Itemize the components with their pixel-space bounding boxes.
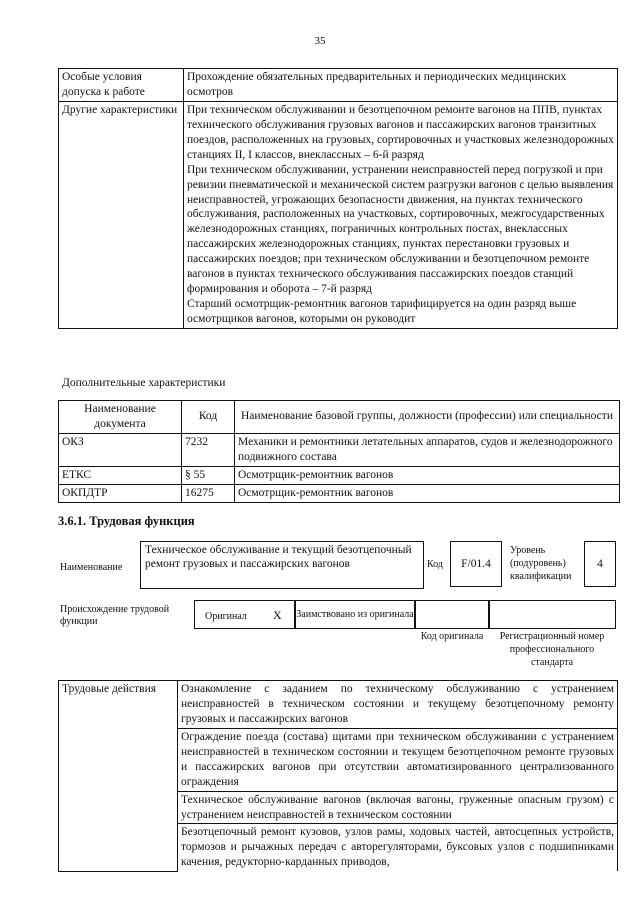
labor-action: Ознакомление с заданием по техническому обслуживанию с устранением неисправностей в техническом состоянии и текущему безотцепочному ремонту грузовых и пассажирских вагонов	[178, 681, 618, 729]
header-cell: Наименование документа	[59, 401, 182, 434]
header-cell: Наименование базовой группы, должности (профессии) или специальности	[235, 401, 620, 434]
level-label: Уровень (подуровень) квалификации	[510, 545, 572, 582]
original-mark: X	[273, 608, 282, 622]
table-row	[59, 69, 618, 102]
level-value: 4	[584, 541, 616, 587]
row-text: При техническом обслуживании, устранении неисправностей перед погрузкой и при ревизии пневматической и механической систем разгрузки вагонов с целью выявления неисправностей, угрожающих безопасности движения, на пунктах технического обслуживания, расположенных на участковых, сортировочных, межгосударственных железнодорожных станциях, пограничных контрольных постах, внеклассных пассажирских железнодорожных станциях, пунктах перестановки грузовых и пассажирских поездов; при техническом обслуживании и безотцепочном ремонте вагонов в пунктах технического обслуживания пассажирских поездов станций формирования и оборота – 7-й разряд	[187, 163, 614, 296]
additional-table	[58, 400, 620, 503]
code-value: F/01.4	[450, 541, 502, 587]
header-cell: Код	[182, 401, 235, 434]
labor-action: Техническое обслуживание вагонов (включая вагоны, груженные опасным грузом) с устранением неисправностей в техническом состоянии	[178, 791, 618, 824]
table-row	[59, 466, 620, 484]
function-name: Техническое обслуживание и текущий безотцепочный ремонт грузовых и пассажирских вагонов	[140, 541, 424, 589]
page-number: 35	[314, 35, 326, 47]
code-label: Код	[427, 559, 443, 570]
origin-label: Происхождение трудовой функции	[60, 604, 170, 627]
row-text: Прохождение обязательных предварительных и периодических медицинских осмотров	[187, 71, 567, 98]
table-header-row	[59, 401, 620, 434]
row-text: Старший осмотрщик-ремонтник вагонов тарифицируется на один разряд выше осмотрщиков вагонов, которыми он руководит	[187, 298, 577, 325]
cell: ОКПДТР	[59, 484, 182, 502]
row-value	[184, 69, 618, 102]
cell: ОКЗ	[59, 433, 182, 466]
row-label: Особые условия допуска к работе	[59, 69, 184, 102]
additional-title: Дополнительные характеристики	[62, 377, 226, 389]
cell: Механики и ремонтники летательных аппаратов, судов и железнодорожного подвижного состава	[235, 433, 620, 466]
table-row	[59, 484, 620, 502]
code-original-cell	[414, 600, 490, 629]
row-label: Трудовые действия	[59, 681, 178, 872]
labor-action: Безотцепочный ремонт кузовов, узлов рамы, ходовых частей, автосцепных устройств, тормозов и рычажных передач с авторегуляторами, буксовых узлов с подшипниками качения, редукторно-карданных приводов,	[178, 824, 618, 871]
row-text: При техническом обслуживании и безотцепочном ремонте вагонов на ППВ, пунктах технического обслуживания грузовых вагонов и пассажирских вагонов транзитных поездов, расположенных на грузовых, сортировочных и участковых железнодорожных станциях II, I классов, внеклассных – 6-й разряд	[187, 103, 614, 161]
row-label: Другие характеристики	[59, 101, 184, 328]
function-heading: 3.6.1. Трудовая функция	[58, 514, 195, 528]
name-label: Наименование	[60, 562, 123, 573]
labor-actions-table	[58, 680, 618, 872]
table-row	[59, 101, 618, 328]
reg-number-cell	[488, 600, 616, 629]
borrowed-label: Заимствовано из оригинала	[294, 600, 416, 629]
original-label: Оригинал	[205, 611, 247, 622]
cell: ЕТКС	[59, 466, 182, 484]
row-value	[184, 101, 618, 328]
cell: 7232	[182, 433, 235, 466]
cell: § 55	[182, 466, 235, 484]
table-row	[59, 681, 618, 729]
cell: Осмотрщик-ремонтник вагонов	[235, 466, 620, 484]
code-original-label: Код оригинала	[420, 631, 484, 642]
original-cell	[194, 600, 296, 629]
labor-action: Ограждение поезда (состава) щитами при техническом обслуживании с устранением неисправностей в техническом состоянии и текущем безотцепочном ремонте грузовых и пассажирских вагонов при отсутствии автоматизированного централизованного ограждения	[178, 728, 618, 791]
table-row	[59, 433, 620, 466]
cell: 16275	[182, 484, 235, 502]
reg-number-label: Регистрационный номер профессионального стандарта	[499, 631, 605, 668]
cell: Осмотрщик-ремонтник вагонов	[235, 484, 620, 502]
conditions-table	[58, 68, 618, 329]
